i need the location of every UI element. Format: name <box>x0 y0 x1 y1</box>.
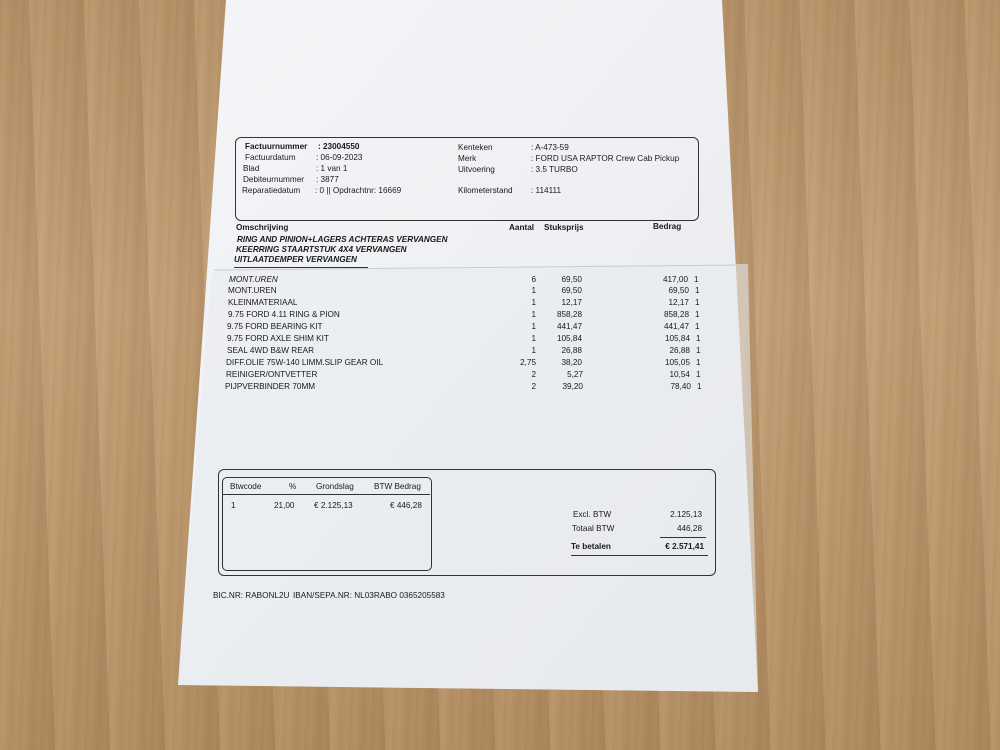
totaal-btw-value: 446,28 <box>676 524 702 533</box>
item-desc: 9.75 FORD BEARING KIT <box>227 322 323 331</box>
item-aantal: 2,75 <box>520 358 536 367</box>
factuurnummer-label: Factuurnummer <box>245 142 308 151</box>
btw-row-code: 1 <box>231 501 236 510</box>
item-aantal: 1 <box>531 298 536 307</box>
item-desc: PIJPVERBINDER 70MM <box>225 382 316 391</box>
item-desc: MONT.UREN <box>229 275 278 284</box>
merk-value: : FORD USA RAPTOR Crew Cab Pickup <box>531 154 680 163</box>
item-btw: 1 <box>696 346 701 355</box>
item-bedrag: 105,05 <box>664 358 690 367</box>
item-aantal: 6 <box>531 275 536 284</box>
factuurdatum-value: : 06-09-2023 <box>316 153 363 162</box>
item-prijs: 12,17 <box>561 298 582 307</box>
item-prijs: 5,27 <box>567 370 583 379</box>
item-prijs: 69,50 <box>561 286 582 295</box>
item-prijs: 69,50 <box>561 275 582 284</box>
item-desc: 9.75 FORD 4.11 RING & PION <box>228 310 340 319</box>
item-btw: 1 <box>696 358 701 367</box>
item-bedrag: 417,00 <box>662 275 688 284</box>
item-bedrag: 10,54 <box>669 370 690 379</box>
btw-table-divider <box>223 494 430 495</box>
item-aantal: 1 <box>531 286 536 295</box>
item-aantal: 1 <box>531 346 536 355</box>
column-stuksprijs: Stuksprijs <box>544 223 584 232</box>
item-desc: SEAL 4WD B&W REAR <box>227 346 315 355</box>
item-btw: 1 <box>694 275 699 284</box>
item-aantal: 2 <box>531 382 536 391</box>
item-btw: 1 <box>695 298 700 307</box>
item-prijs: 105,84 <box>556 334 582 343</box>
description-line: UITLAATDEMPER VERVANGEN <box>234 255 357 264</box>
btw-header-bedrag: BTW Bedrag <box>374 482 421 491</box>
excl-btw-value: 2.125,13 <box>670 510 702 519</box>
total-separator <box>660 537 706 538</box>
item-btw: 1 <box>695 310 700 319</box>
kilometerstand-value: : 114111 <box>531 186 562 195</box>
item-desc: REINIGER/ONTVETTER <box>226 370 318 379</box>
factuurdatum-label: Factuurdatum <box>245 153 296 162</box>
totaal-btw-label: Totaal BTW <box>572 524 615 533</box>
item-prijs: 38,20 <box>561 358 582 367</box>
item-prijs: 26,88 <box>561 346 582 355</box>
item-btw: 1 <box>695 286 700 295</box>
item-prijs: 441,47 <box>556 322 582 331</box>
item-btw: 1 <box>696 370 701 379</box>
item-btw: 1 <box>696 334 701 343</box>
uitvoering-value: : 3.5 TURBO <box>531 165 578 174</box>
item-desc: MONT.UREN <box>228 286 277 295</box>
btw-row-bedrag: € 446,28 <box>390 501 422 510</box>
btw-row-grondslag: € 2.125,13 <box>314 501 353 510</box>
column-bedrag: Bedrag <box>653 222 682 231</box>
reparatiedatum-label: Reparatiedatum <box>242 186 301 195</box>
item-bedrag: 26,88 <box>669 346 690 355</box>
item-bedrag: 78,40 <box>670 382 691 391</box>
item-bedrag: 441,47 <box>663 322 689 331</box>
item-aantal: 2 <box>531 370 536 379</box>
column-aantal: Aantal <box>509 223 535 232</box>
te-betalen-value: € 2.571,41 <box>665 542 704 551</box>
debiteurnummer-value: : 3877 <box>316 175 339 184</box>
kenteken-value: : A-473-59 <box>531 143 569 152</box>
btw-header-code: Btwcode <box>230 482 262 491</box>
item-bedrag: 69,50 <box>668 286 689 295</box>
description-line: RING AND PINION+LAGERS ACHTERAS VERVANGEN <box>237 235 448 244</box>
item-prijs: 858,28 <box>556 310 582 319</box>
item-desc: KLEINMATERIAAL <box>228 298 298 307</box>
item-bedrag: 105,84 <box>664 334 690 343</box>
merk-label: Merk <box>458 154 477 163</box>
te-betalen-label: Te betalen <box>571 542 611 551</box>
item-aantal: 1 <box>531 334 536 343</box>
item-prijs: 39,20 <box>562 382 583 391</box>
blad-value: : 1 van 1 <box>316 164 348 173</box>
item-bedrag: 12,17 <box>668 298 689 307</box>
total-underline <box>571 555 708 556</box>
item-btw: 1 <box>695 322 700 331</box>
excl-btw-label: Excl. BTW <box>573 510 612 519</box>
item-aantal: 1 <box>531 322 536 331</box>
blad-label: Blad <box>243 164 260 173</box>
footer-iban: IBAN/SEPA.NR: NL03RABO 0365205583 <box>293 591 445 600</box>
btw-header-percent: % <box>289 482 297 491</box>
reparatiedatum-value: : 0 || Opdrachtnr: 16669 <box>315 186 402 195</box>
item-btw: 1 <box>697 382 702 391</box>
description-line: KEERRING STAARTSTUK 4X4 VERVANGEN <box>236 245 407 254</box>
debiteurnummer-label: Debiteurnummer <box>243 175 304 184</box>
item-bedrag: 858,28 <box>663 310 689 319</box>
item-desc: 9.75 FORD AXLE SHIM KIT <box>227 334 329 343</box>
btw-header-grondslag: Grondslag <box>316 482 354 491</box>
uitvoering-label: Uitvoering <box>458 165 495 174</box>
item-aantal: 1 <box>531 310 536 319</box>
kilometerstand-label: Kilometerstand <box>458 186 513 195</box>
description-underline <box>234 267 368 268</box>
footer-bic: BIC.NR: RABONL2U <box>213 591 290 600</box>
item-desc: DIFF.OLIE 75W-140 LIMM.SLIP GEAR OIL <box>226 358 384 367</box>
btw-row-percent: 21,00 <box>274 501 295 510</box>
factuurnummer-value: : 23004550 <box>318 142 360 151</box>
column-omschrijving: Omschrijving <box>236 223 289 232</box>
kenteken-label: Kenteken <box>458 143 493 152</box>
